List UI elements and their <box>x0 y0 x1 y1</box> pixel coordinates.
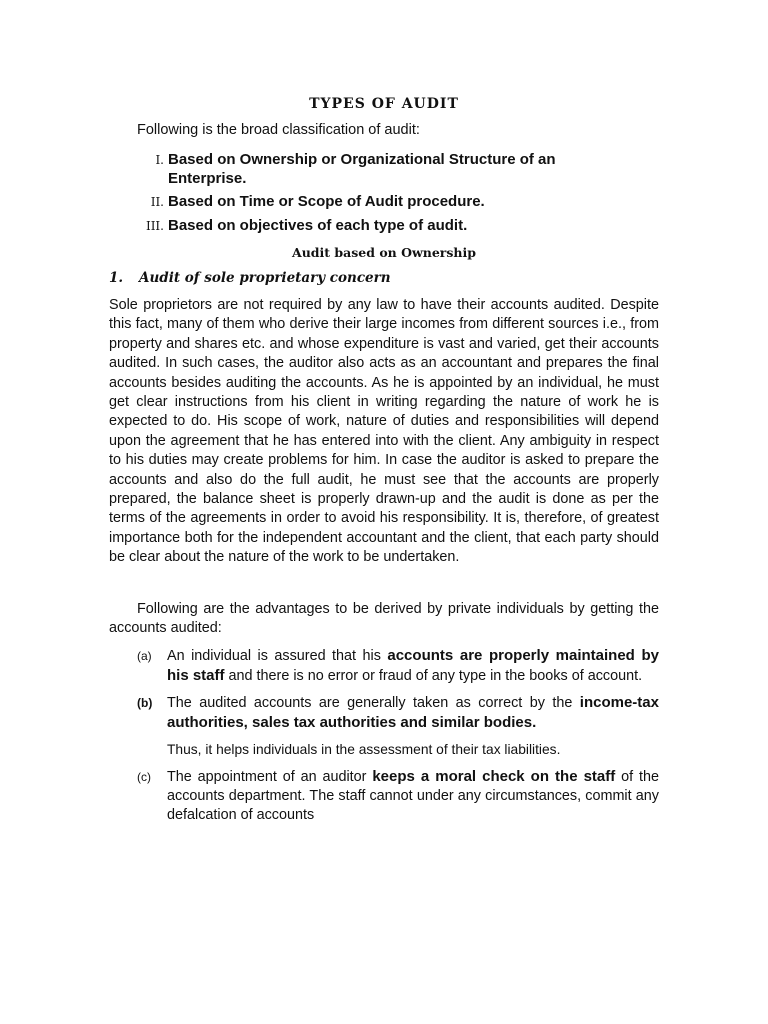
list-item <box>140 216 610 236</box>
list-item-text: An individual is assured that his accounts are properly maintained by his staff and there is no error or fraud of any type in the books of account. <box>167 647 659 685</box>
section-title: Audit of sole proprietary concern <box>139 270 391 286</box>
list-item-text: The appointment of an auditor keeps a moral check on the staff of the accounts department. The staff cannot under any circumstances, commit any defalcation of accounts <box>167 767 659 824</box>
section-subheading: Audit based on Ownership <box>292 245 476 260</box>
list-item-note: Thus, it helps individuals in the assessment of their tax liabilities. <box>167 741 561 757</box>
list-item <box>140 192 610 212</box>
list-item-label: (b) <box>137 695 153 710</box>
list-item-text: Based on objectives of each type of audit. <box>168 217 468 234</box>
list-item-number: III. <box>145 219 164 233</box>
list-item-number: II. <box>150 195 164 209</box>
page-title: TYPES OF AUDIT <box>309 96 459 112</box>
classification-list <box>140 150 610 240</box>
intro-text: Following is the broad classification of audit: <box>137 122 420 138</box>
list-item <box>140 150 610 188</box>
list-item-text: Based on Time or Scope of Audit procedure. <box>168 193 485 210</box>
advantages-list <box>137 646 659 832</box>
list-item <box>137 693 659 734</box>
list-item <box>137 767 659 826</box>
section-number: 1. <box>109 270 124 286</box>
advantages-intro: Following are the advantages to be derived by private individuals by getting the accounts audited: <box>109 601 659 637</box>
list-item-label: (c) <box>137 769 151 784</box>
list-item-label: (a) <box>137 649 152 663</box>
list-item <box>137 646 659 687</box>
list-item-text: The audited accounts are generally taken as correct by the income-tax authorities, sales tax authorities and similar bodies. <box>167 693 659 732</box>
body-paragraph: Sole proprietors are not required by any law to have their accounts audited. Despite this fact, many of them who derive their large incomes from different sources i.e., from property and shares etc. and whose expenditure is vast and varied, get their accounts audited. In such cases, the auditor also acts as an accountant and prepares the final accounts besides auditing the accounts. As he is appointed by an individual, he must get clear instructions from his client in writing regarding the nature of work he is expected to do. His scope of work, nature of duties and responsibilities will depend upon the agreement that he has entered into with the client. Any ambiguity in respect to his duties may create problems for him. In case the auditor is asked to prepare the accounts and also do the full audit, he must see that the accounts are properly prepared, the balance sheet is properly drawn-up and the audit is done as per the terms of the agreements in order to avoid his responsibility. It is, therefore, of greatest importance both for the independent accountant and the client, that each party should be clear about the nature of the work to be undertaken. <box>109 297 659 566</box>
section-heading <box>109 270 391 286</box>
list-item-text: Based on Ownership or Organizational Structure of an Enterprise. <box>168 151 556 187</box>
list-item-number: I. <box>155 153 164 167</box>
